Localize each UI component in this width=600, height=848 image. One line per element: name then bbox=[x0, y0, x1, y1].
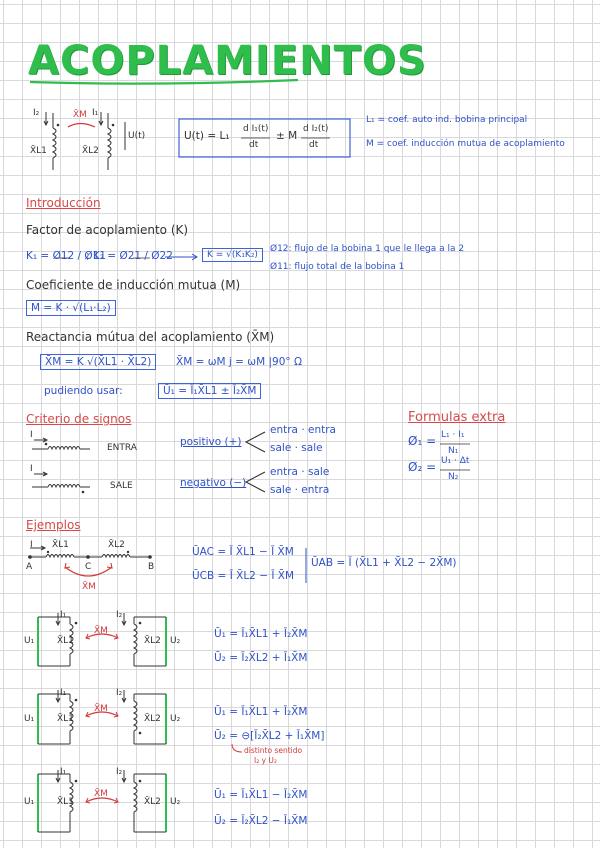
k1-formula: K₁ = Ø12 / Ø11 bbox=[26, 250, 107, 262]
note-m: M = coef. inducción mutua de acoplamiento bbox=[366, 139, 565, 149]
ex2-xm: X̄M bbox=[94, 704, 108, 714]
formula-den2: dt bbox=[309, 140, 319, 150]
usar-box: Ū₁ = Ī₁X̄L1 ± Ī₂X̄M bbox=[158, 383, 261, 399]
note-l1: L₁ = coef. auto ind. bobina principal bbox=[366, 115, 528, 125]
node-c: C bbox=[85, 562, 92, 572]
page-title: ACOPLAMIENTOS bbox=[28, 38, 427, 84]
k2-formula: ; K₂ = Ø21 / Ø22 bbox=[86, 250, 173, 262]
ex1-u2-eq: Ū₂ = Ī₂X̄L2 + Ī₁X̄M bbox=[214, 652, 308, 664]
examples-heading: Ejemplos bbox=[26, 518, 81, 532]
negativo-label: negativo (−) bbox=[180, 477, 247, 489]
node-a: A bbox=[26, 562, 33, 572]
header-coil-left bbox=[44, 112, 56, 170]
header-i2-label: I₂ bbox=[33, 108, 40, 118]
ex1-xm: X̄M bbox=[94, 626, 108, 636]
series-i-label: I bbox=[30, 540, 33, 550]
phi1-num: L₁ · I₁ bbox=[441, 430, 465, 440]
phi1-den: N₁ bbox=[448, 446, 459, 456]
positivo-case-2: sale · sale bbox=[270, 442, 323, 454]
coil-entra bbox=[32, 438, 90, 449]
ex3-i1: I₁ bbox=[60, 767, 67, 777]
signs-heading: Criterio de signos bbox=[26, 412, 132, 426]
uab-eq: ŪAB = Ī (X̄L1 + X̄L2 − 2X̄M) bbox=[311, 557, 457, 569]
factor-label: Factor de acoplamiento (K) bbox=[26, 223, 189, 237]
intro-heading: Introducción bbox=[26, 196, 101, 210]
usar-label: pudiendo usar: bbox=[44, 385, 123, 397]
header-i1-label: I₁ bbox=[92, 108, 99, 118]
ex2-note-2: I₂ y U₂ bbox=[254, 756, 277, 765]
formula-mid: ± M bbox=[276, 130, 298, 142]
header-xm-label: X̄M bbox=[73, 110, 87, 120]
phi11-note: Ø11: flujo total de la bobina 1 bbox=[270, 262, 405, 272]
ex3-u1-eq: Ū₁ = Ī₁X̄L1 − Ī₂X̄M bbox=[214, 789, 308, 801]
ex2-i2: I₂ bbox=[116, 688, 123, 698]
uac-eq: ŪAC = Ī X̄L1 − Ī X̄M bbox=[192, 546, 294, 558]
formula-num2: d I₂(t) bbox=[303, 124, 329, 134]
ex3-xm: X̄M bbox=[94, 789, 108, 799]
header-coil-right bbox=[99, 112, 125, 170]
negativo-case-1: entra · sale bbox=[270, 466, 330, 478]
ex1-u2: U₂ bbox=[170, 636, 181, 646]
ex3-u2-eq: Ū₂ = Ī₂X̄L2 − Ī₁X̄M bbox=[214, 815, 308, 827]
ex2-u1: U₁ bbox=[24, 714, 35, 724]
ex3-xl1: X̄L1 bbox=[57, 797, 74, 807]
ex1-xl2: X̄L2 bbox=[144, 636, 161, 646]
ex2-xl1: X̄L1 bbox=[57, 714, 74, 724]
xm-equation: X̄M = ωM j = ωM |90° Ω bbox=[176, 356, 303, 368]
mutual-label: Coeficiente de inducción mutua (M) bbox=[26, 278, 241, 292]
header-u-label: U(t) bbox=[128, 131, 146, 141]
formula-den1: dt bbox=[249, 140, 259, 150]
ex1-i2: I₂ bbox=[116, 610, 123, 620]
reactance-label: Reactancia mútua del acoplamiento (X̄M) bbox=[26, 330, 275, 344]
series-xl2-label: X̄L2 bbox=[108, 540, 125, 550]
header-xl1-label: X̄L1 bbox=[30, 146, 47, 156]
coil-sale bbox=[32, 472, 90, 487]
ex2-note-1: distinto sentido bbox=[244, 746, 303, 755]
ex2-u2-eq: Ū₂ = ⊖[Ī₂X̄L2 + Ī₁X̄M] bbox=[214, 730, 325, 742]
sale-label: SALE bbox=[110, 481, 133, 491]
node-b: B bbox=[148, 562, 155, 572]
ex3-xl2: X̄L2 bbox=[144, 797, 161, 807]
entra-i-label: I bbox=[30, 430, 33, 440]
xm-box: X̄M = K √(X̄L1 · X̄L2) bbox=[40, 354, 156, 370]
extra-heading: Formulas extra bbox=[408, 410, 506, 425]
ex2-xl2: X̄L2 bbox=[144, 714, 161, 724]
ex2-u1-eq: Ū₁ = Ī₁X̄L1 + Ī₂X̄M bbox=[214, 706, 308, 718]
positivo-case-1: entra · entra bbox=[270, 424, 336, 436]
phi2-num: U₁ · Δt bbox=[441, 456, 470, 466]
phi1-lhs: Ø₁ = bbox=[408, 434, 437, 448]
series-xl1-label: X̄L1 bbox=[52, 540, 69, 550]
ex3-i2: I₂ bbox=[116, 767, 123, 777]
ex1-xl1: X̄L1 bbox=[57, 636, 74, 646]
phi12-note: Ø12: flujo de la bobina 1 que le llega a la 2 bbox=[270, 244, 465, 254]
ex1-i1: I₁ bbox=[60, 610, 67, 620]
negativo-case-2: sale · entra bbox=[270, 484, 330, 496]
entra-label: ENTRA bbox=[107, 443, 137, 453]
ex1-u1-eq: Ū₁ = Ī₁X̄L1 + Ī₂X̄M bbox=[214, 628, 308, 640]
header-xl2-label: X̄L2 bbox=[82, 146, 99, 156]
series-circuit bbox=[28, 546, 150, 557]
sale-i-label: I bbox=[30, 464, 33, 474]
ex3-u2: U₂ bbox=[170, 797, 181, 807]
k-box: K = √(K₁K₂) bbox=[202, 248, 263, 262]
formula-num1: d I₁(t) bbox=[243, 124, 269, 134]
ex2-u2: U₂ bbox=[170, 714, 181, 724]
formula-left: U(t) = L₁ bbox=[184, 130, 230, 142]
series-xm-label: X̄M bbox=[82, 582, 96, 592]
phi2-den: N₂ bbox=[448, 472, 459, 482]
m-box: M = K · √(L₁·L₂) bbox=[26, 300, 116, 316]
ex1-u1: U₁ bbox=[24, 636, 35, 646]
positivo-label: positivo (+) bbox=[180, 436, 242, 448]
ex3-u1: U₁ bbox=[24, 797, 35, 807]
ex2-i1: I₁ bbox=[60, 688, 67, 698]
ucb-eq: ŪCB = Ī X̄L2 − Ī X̄M bbox=[192, 570, 295, 582]
phi2-lhs: Ø₂ = bbox=[408, 460, 437, 474]
